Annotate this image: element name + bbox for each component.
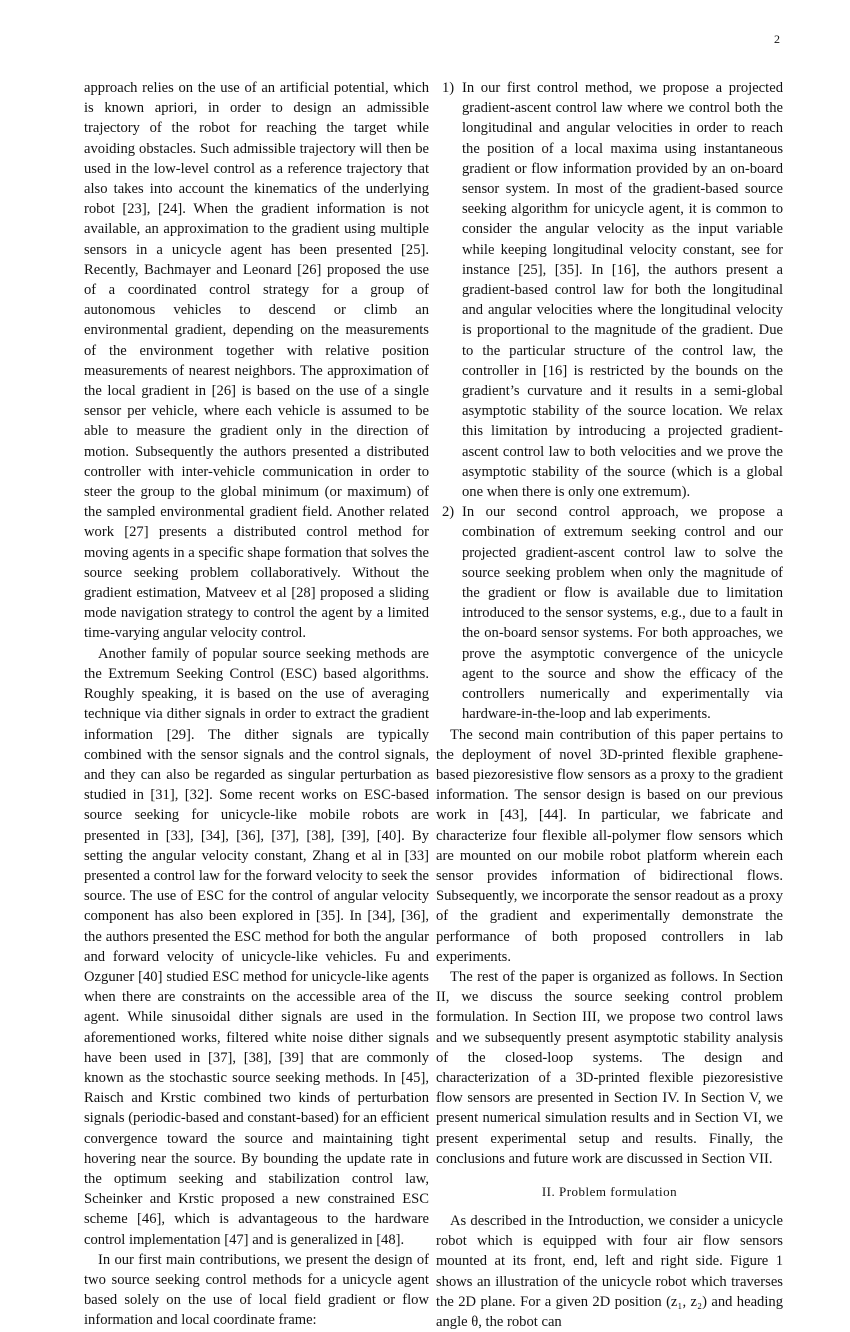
paragraph-second-contribution: The second main contribution of this paper pertains to the deployment of novel 3D-printed flexible graphene-based piezoresistive flow sensors as a proxy to the gradient information. The sensor design is based on our previous work in [43], [44]. In particular, we fabricate and characterize four flexible all-polymer flow sensors which are mounted on our mobile robot platform wherein each sensor provides information of bidirectional flows. Subsequently, we incorporate the sensor readout as a proxy of the gradient and experimentally demonstrate the performance of both proposed controllers in lab experiments. bbox=[436, 726, 783, 965]
contribution-item-1 bbox=[436, 78, 783, 502]
contribution-list bbox=[436, 78, 783, 725]
list-item-text: In our second control approach, we propose a combination of extremum seeking control and our projected gradient-ascent control law to solve the source seeking problem when only the magnitude of the gradient or flow is available due to limitation introduced to the sensor systems, e.g., due to a fault in the on-board sensor systems. For both approaches, we prove the asymptotic convergence of the unicycle agent to the source and show the efficacy of the controllers numerically and experimentally via hardware-in-the-loop and lab experiments. bbox=[462, 504, 783, 723]
page-number: 2 bbox=[774, 32, 780, 46]
right-column bbox=[436, 78, 783, 1332]
list-item-number: 2) bbox=[442, 504, 455, 521]
section-heading: II. Problem formulation bbox=[541, 1183, 678, 1199]
list-item-number: 1) bbox=[442, 80, 455, 96]
paragraph-related-work: approach relies on the use of an artificial potential, which is known apriori, in order to design an admissible trajectory of the robot for reaching the target while avoiding obstacles. Such admissible trajectory will then be used in the low-level control as a reference trajectory that also takes into account the kinematics of the underlying robot [23], [24]. When the gradient information is not available, an approximation to the gradient using multiple sensors in a unicycle agent has been presented [25]. Recently, Bachmayer and Leonard [26] proposed the use of a coordinated control strategy for a group of autonomous vehicles to descend or climb an environmental gradient, depending on the measurements of the environment together with relative position measurements of nearest neighbors. The approximation of the local gradient in [26] is based on the use of a single sensor per vehicle, where each vehicle is assumed to be able to measure the gradient only in the direction of motion. Subsequently the authors presented a distributed controller with inter-vehicle communication in order to steer the group to the global minimum (or maximum) of the sampled environmental gradient field. Another related work [27] presents a distributed control method for moving agents in a specific shape formation that solves the source seeking problem collaboratively. Without the gradient estimation, Matveev et al [28] proposed a sliding mode navigation strategy to control the agent by a limited time-varying angular velocity control. bbox=[84, 80, 429, 642]
paragraph-contributions-intro: In our first main contributions, we present the design of two source seeking control methods for a unicycle agent based solely on the use of local field gradient or flow information and local coordinate frame: bbox=[84, 1251, 429, 1329]
list-item-text: In our first control method, we propose a projected gradient-ascent control law where we control both the longitudinal and angular velocities in order to reach the position of a local maxima using instantaneous gradient or flow information provided by an on-board sensor system. In most of the gradient-based source seeking algorithm for unicycle agent, it is common to consider the angular velocity as the input variable while keeping longitudinal velocity constant, see for instance [25], [35]. In [16], the authors present a gradient-based control law for both the longitudinal and angular velocities where the longitudinal velocity is proportional to the magnitude of the gradient. Due to the particular structure of the control law, the controller in [16] is restricted by the bounds on the gradient’s curvature and it results in a semi-global asymptotic stability of the source location. We relax this limitation by introducing a projected gradient-ascent control law to both velocities and we prove the asymptotic stability of the source (which is a global one when there is only one extremum). bbox=[462, 80, 783, 501]
paragraph-paper-organization: The rest of the paper is organized as follows. In Section II, we discuss the source seeking control problem formulation. In Section III, we propose two control laws and we subsequently present asymptotic stability analysis of the closed-loop systems. The design and characterization of a 3D-printed flexible piezoresistive flow sensors are presented in Section IV. In Section V, we present numerical simulation results and in Section VI, we present experimental setup and results. Finally, the conclusions and future work are discussed in Section VII. bbox=[436, 968, 783, 1167]
paragraph-problem-formulation: As described in the Introduction, we consider a unicycle robot which is equipped with four air flow sensors mounted at its front, end, left and right side. Figure 1 shows an illustration of the unicycle robot which traverses the 2D plane. For a given 2D position (z₁, z₂) and heading angle θ, the robot can bbox=[436, 1212, 783, 1330]
contribution-item-2 bbox=[436, 502, 783, 724]
left-column bbox=[84, 78, 429, 1331]
paragraph-esc-methods: Another family of popular source seeking methods are the Extremum Seeking Control (ESC) based algorithms. Roughly speaking, it is based on the use of averaging technique via dither signals in order to extract the gradient information [29]. The dither signals are typically combined with the sensor signals and the control signals, and they can also be regarded as singular perturbation as studied in [31], [32]. Some recent works on ESC-based source seeking for unicycle-like mobile robots are presented in [33], [34], [36], [37], [38], [39], [40]. By setting the angular velocity constant, Zhang et al in [33] presented a control law for the forward velocity to seek the source. The use of ESC for the control of angular velocity component has also been explored in [35]. In [34], [36], the authors presented the ESC method for both the angular and forward velocity of unicycle-like vehicles. Fu and Ozguner [40] studied ESC method for unicycle-like agents when there are constraints on the accessible area of the agent. While sinusoidal dither signals are used in the aforementioned works, filtered white noise dither signals have been used in [37], [38], [39] that are commonly known as the stochastic source seeking methods. In [45], Raisch and Krstic combined two kinds of perturbation signals (periodic-based and constant-based) for an efficient convergence toward the source and maintaining tight hovering near the source. By bounding the update rate in the optimum seeking and stabilization control law, Scheinker and Krstic proposed a new constrained ESC scheme [46], which is advantageous to the hardware control implementation [47] and is generalized in [48]. bbox=[84, 645, 429, 1248]
